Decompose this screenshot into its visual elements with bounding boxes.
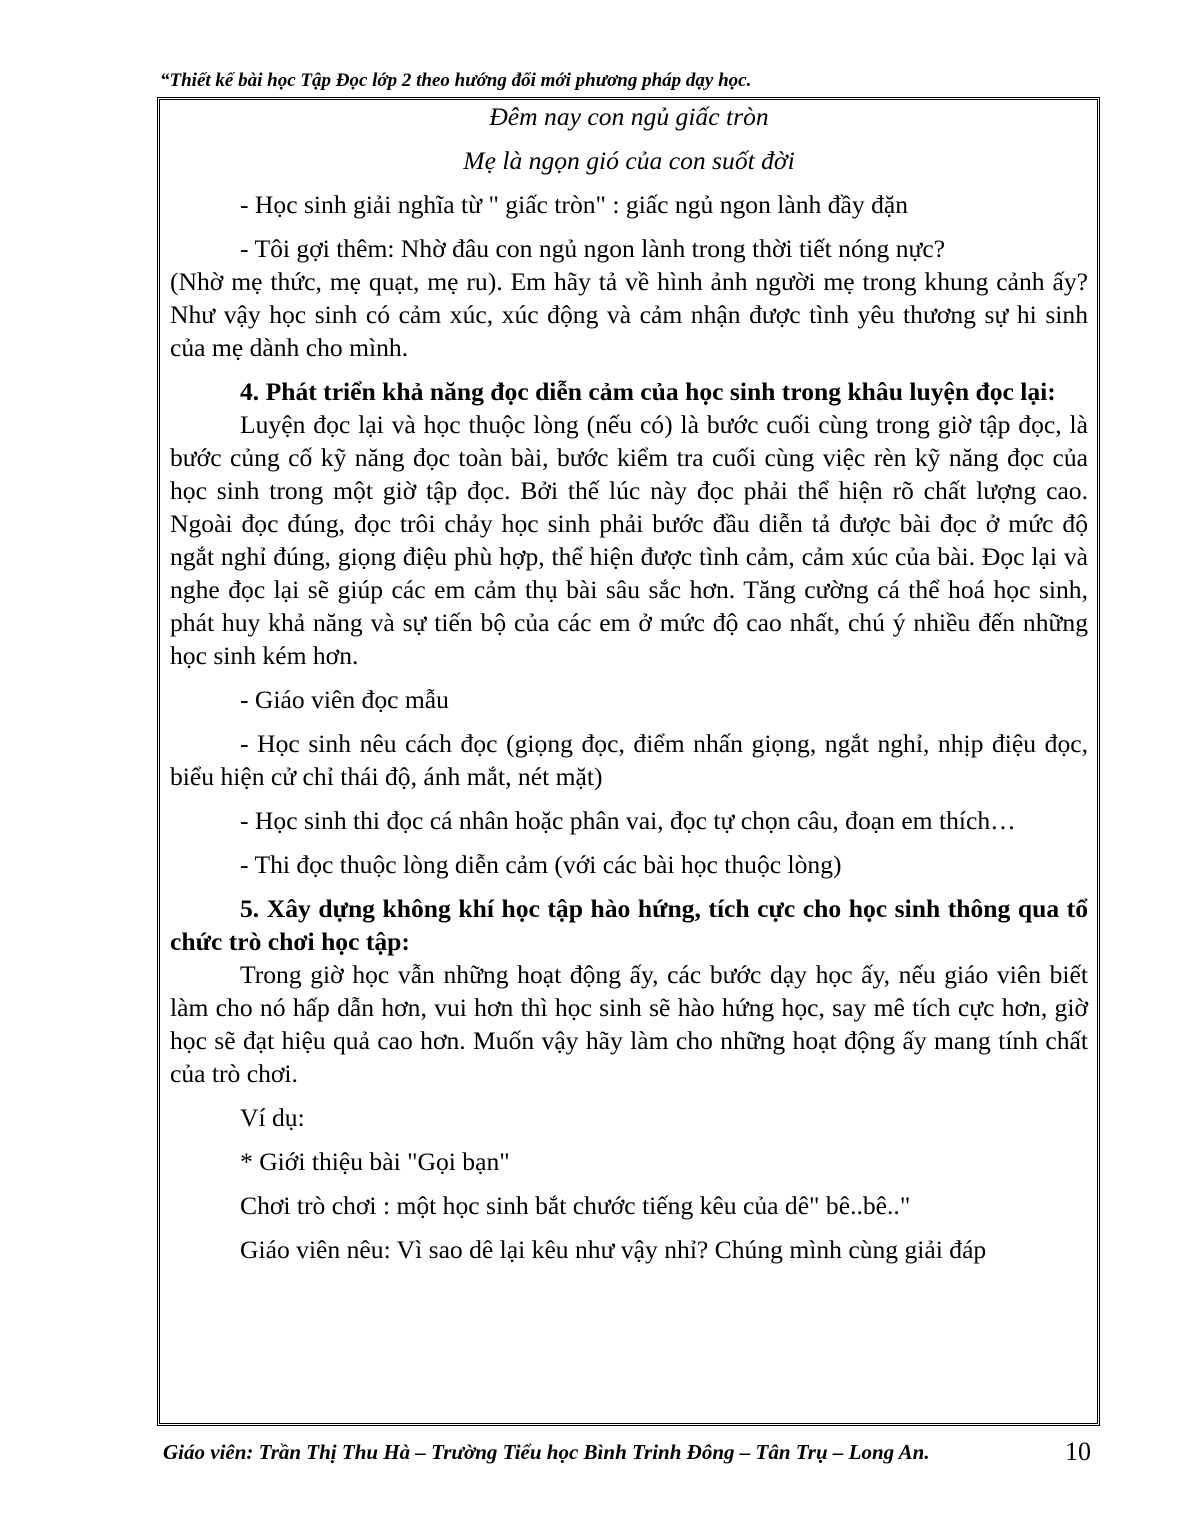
page-number: 10 <box>1065 1437 1091 1466</box>
paragraph-nho-me: (Nhờ mẹ thức, mẹ quạt, mẹ ru). Em hãy tả về hình ảnh người mẹ trong khung cảnh ấy? Như vậy học sinh có cảm xúc, xúc động và cảm nhận được tình yêu thương sự hi sinh của mẹ dành cho mình. <box>170 267 1088 362</box>
paragraph-giao-vien-doc-mau: - Giáo viên đọc mẫu <box>240 685 449 714</box>
paragraph-thi-doc: - Học sinh thi đọc cá nhân hoặc phân vai, đọc tự chọn câu, đoạn em thích… <box>240 806 1016 835</box>
paragraph-choi-tro-choi: Chơi trò chơi : một học sinh bắt chước tiếng kêu của dê" bê..bê.." <box>240 1191 911 1220</box>
paragraph-tro-choi: Trong giờ học vẫn những hoạt động ấy, các bước dạy học ấy, nếu giáo viên biết làm cho nó hấp dẫn hơn, vui hơn thì học sinh sẽ hào hứng học, say mê tích cực hơn, giờ học sẽ đạt hiệu quả cao hơn. Muốn vậy hãy làm cho những hoạt động ấy mang tính chất của trò chơi. <box>170 960 1088 1088</box>
document-header: “Thiết kế bài học Tập Đọc lớp 2 theo hướng đổi mới phương pháp dạy học. <box>160 70 752 91</box>
paragraph-thi-thuoc-long: - Thi đọc thuộc lòng diễn cảm (với các bài học thuộc lòng) <box>240 850 842 879</box>
page-content <box>170 100 1088 1277</box>
section-heading-4: 4. Phát triển khả năng đọc diễn cảm của học sinh trong khâu luyện đọc lại: <box>240 377 1056 406</box>
document-footer: Giáo viên: Trần Thị Thu Hà – Trường Tiểu học Bình Trinh Đông – Tân Trụ – Long An. <box>163 1440 930 1464</box>
paragraph-luyen-doc: Luyện đọc lại và học thuộc lòng (nếu có) là bước cuối cùng trong giờ tập đọc, là bước củng cố kỹ năng đọc toàn bài, bước kiểm tra cuối cùng việc rèn kỹ năng đọc của học sinh trong một giờ tập đọc. Bởi thế lúc này đọc phải thể hiện rõ chất lượng cao. Ngoài đọc đúng, đọc trôi chảy học sinh phải bước đầu diễn tả được bài đọc ở mức độ ngắt nghỉ đúng, giọng điệu phù hợp, thể hiện được tình cảm, cảm xúc của bài. Đọc lại và nghe đọc lại sẽ giúp các em cảm thụ bài sâu sắc hơn. Tăng cường cá thể hoá học sinh, phát huy khả năng và sự tiến bộ của các em ở mức độ cao nhất, chú ý nhiều đến những học sinh kém hơn. <box>170 410 1088 670</box>
section-heading-5: 5. Xây dựng không khí học tập hào hứng, tích cực cho học sinh thông qua tổ chức trò chơi học tập: <box>170 894 1088 956</box>
paragraph-giac-tron: - Học sinh giải nghĩa từ " giấc tròn" : giấc ngủ ngon lành đầy đặn <box>240 190 909 219</box>
poem-verse <box>170 100 1088 177</box>
poem-line-2: Mẹ là ngọn gió của con suốt đời <box>463 146 795 175</box>
page-frame <box>157 97 1100 1426</box>
paragraph-giao-vien-neu: Giáo viên nêu: Vì sao dê lại kêu như vậy nhỉ? Chúng mình cùng giải đáp <box>240 1235 987 1264</box>
poem-line-1: Đêm nay con ngủ giấc tròn <box>489 102 769 131</box>
paragraph-vi-du: Ví dụ: <box>240 1103 305 1132</box>
paragraph-cach-doc: - Học sinh nêu cách đọc (giọng đọc, điểm nhấn giọng, ngắt nghỉ, nhịp điệu đọc, biểu hiện cử chỉ thái độ, ánh mắt, nét mặt) <box>170 729 1088 791</box>
paragraph-gioi-thieu-bai: * Giới thiệu bài "Gọi bạn" <box>240 1147 510 1176</box>
paragraph-goi-them: - Tôi gợi thêm: Nhờ đâu con ngủ ngon lành trong thời tiết nóng nực? <box>240 234 946 263</box>
